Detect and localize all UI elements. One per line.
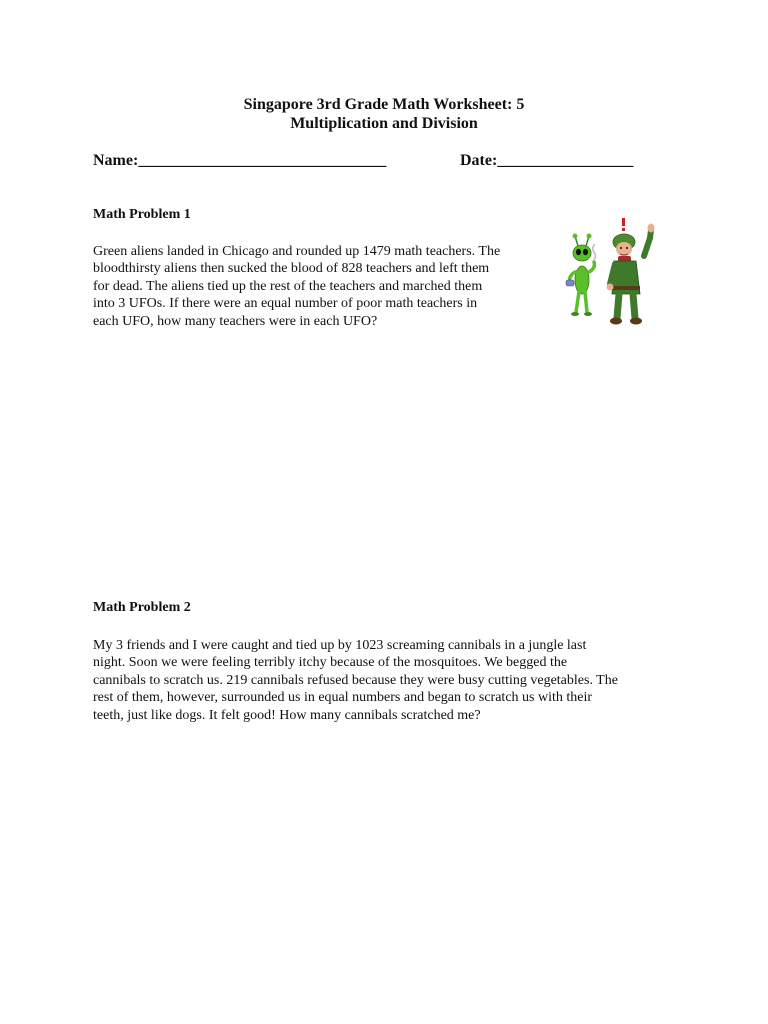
name-field: Name:_______________________________	[93, 152, 387, 169]
soldier-figure-icon	[607, 218, 655, 325]
worksheet-subtitle: Multiplication and Division	[290, 115, 478, 132]
worksheet-title: Singapore 3rd Grade Math Worksheet: 5	[243, 96, 525, 113]
date-field: Date:_________________	[460, 152, 634, 169]
problem-1-text	[93, 243, 553, 330]
problem-1-line: bloodthirsty aliens then sucked the blood of 828 teachers and left them	[93, 261, 490, 277]
problem-1-line: each UFO, how many teachers were in each UFO?	[93, 313, 378, 329]
problem-1-heading: Math Problem 1	[93, 207, 191, 222]
problem-2-line: My 3 friends and I were caught and tied up by 1023 screaming cannibals in a jungle last	[93, 638, 587, 653]
problem-2-line: night. Soon we were feeling terribly itchy because of the mosquitoes. We begged the	[93, 655, 568, 671]
problem-1-line: for dead. The aliens tied up the rest of the teachers and marched them	[93, 278, 483, 294]
problem-1-line: Green aliens landed in Chicago and rounded up 1479 math teachers. The	[93, 244, 501, 259]
problem-2-line: teeth, just like dogs. It felt good! How many cannibals scratched me?	[93, 707, 481, 723]
problem-2-heading: Math Problem 2	[93, 600, 191, 615]
problem-2-line: cannibals to scratch us. 219 cannibals refused because they were busy cutting vegetables. The	[93, 672, 618, 688]
alien-and-soldier-illustration	[558, 216, 668, 328]
alien-figure-icon	[566, 234, 596, 317]
problem-2-line: rest of them, however, surrounded us in equal numbers and began to scratch us with their	[93, 690, 593, 706]
problem-1-line: into 3 UFOs. If there were an equal number of poor math teachers in	[93, 296, 478, 312]
problem-2-text	[93, 637, 683, 724]
